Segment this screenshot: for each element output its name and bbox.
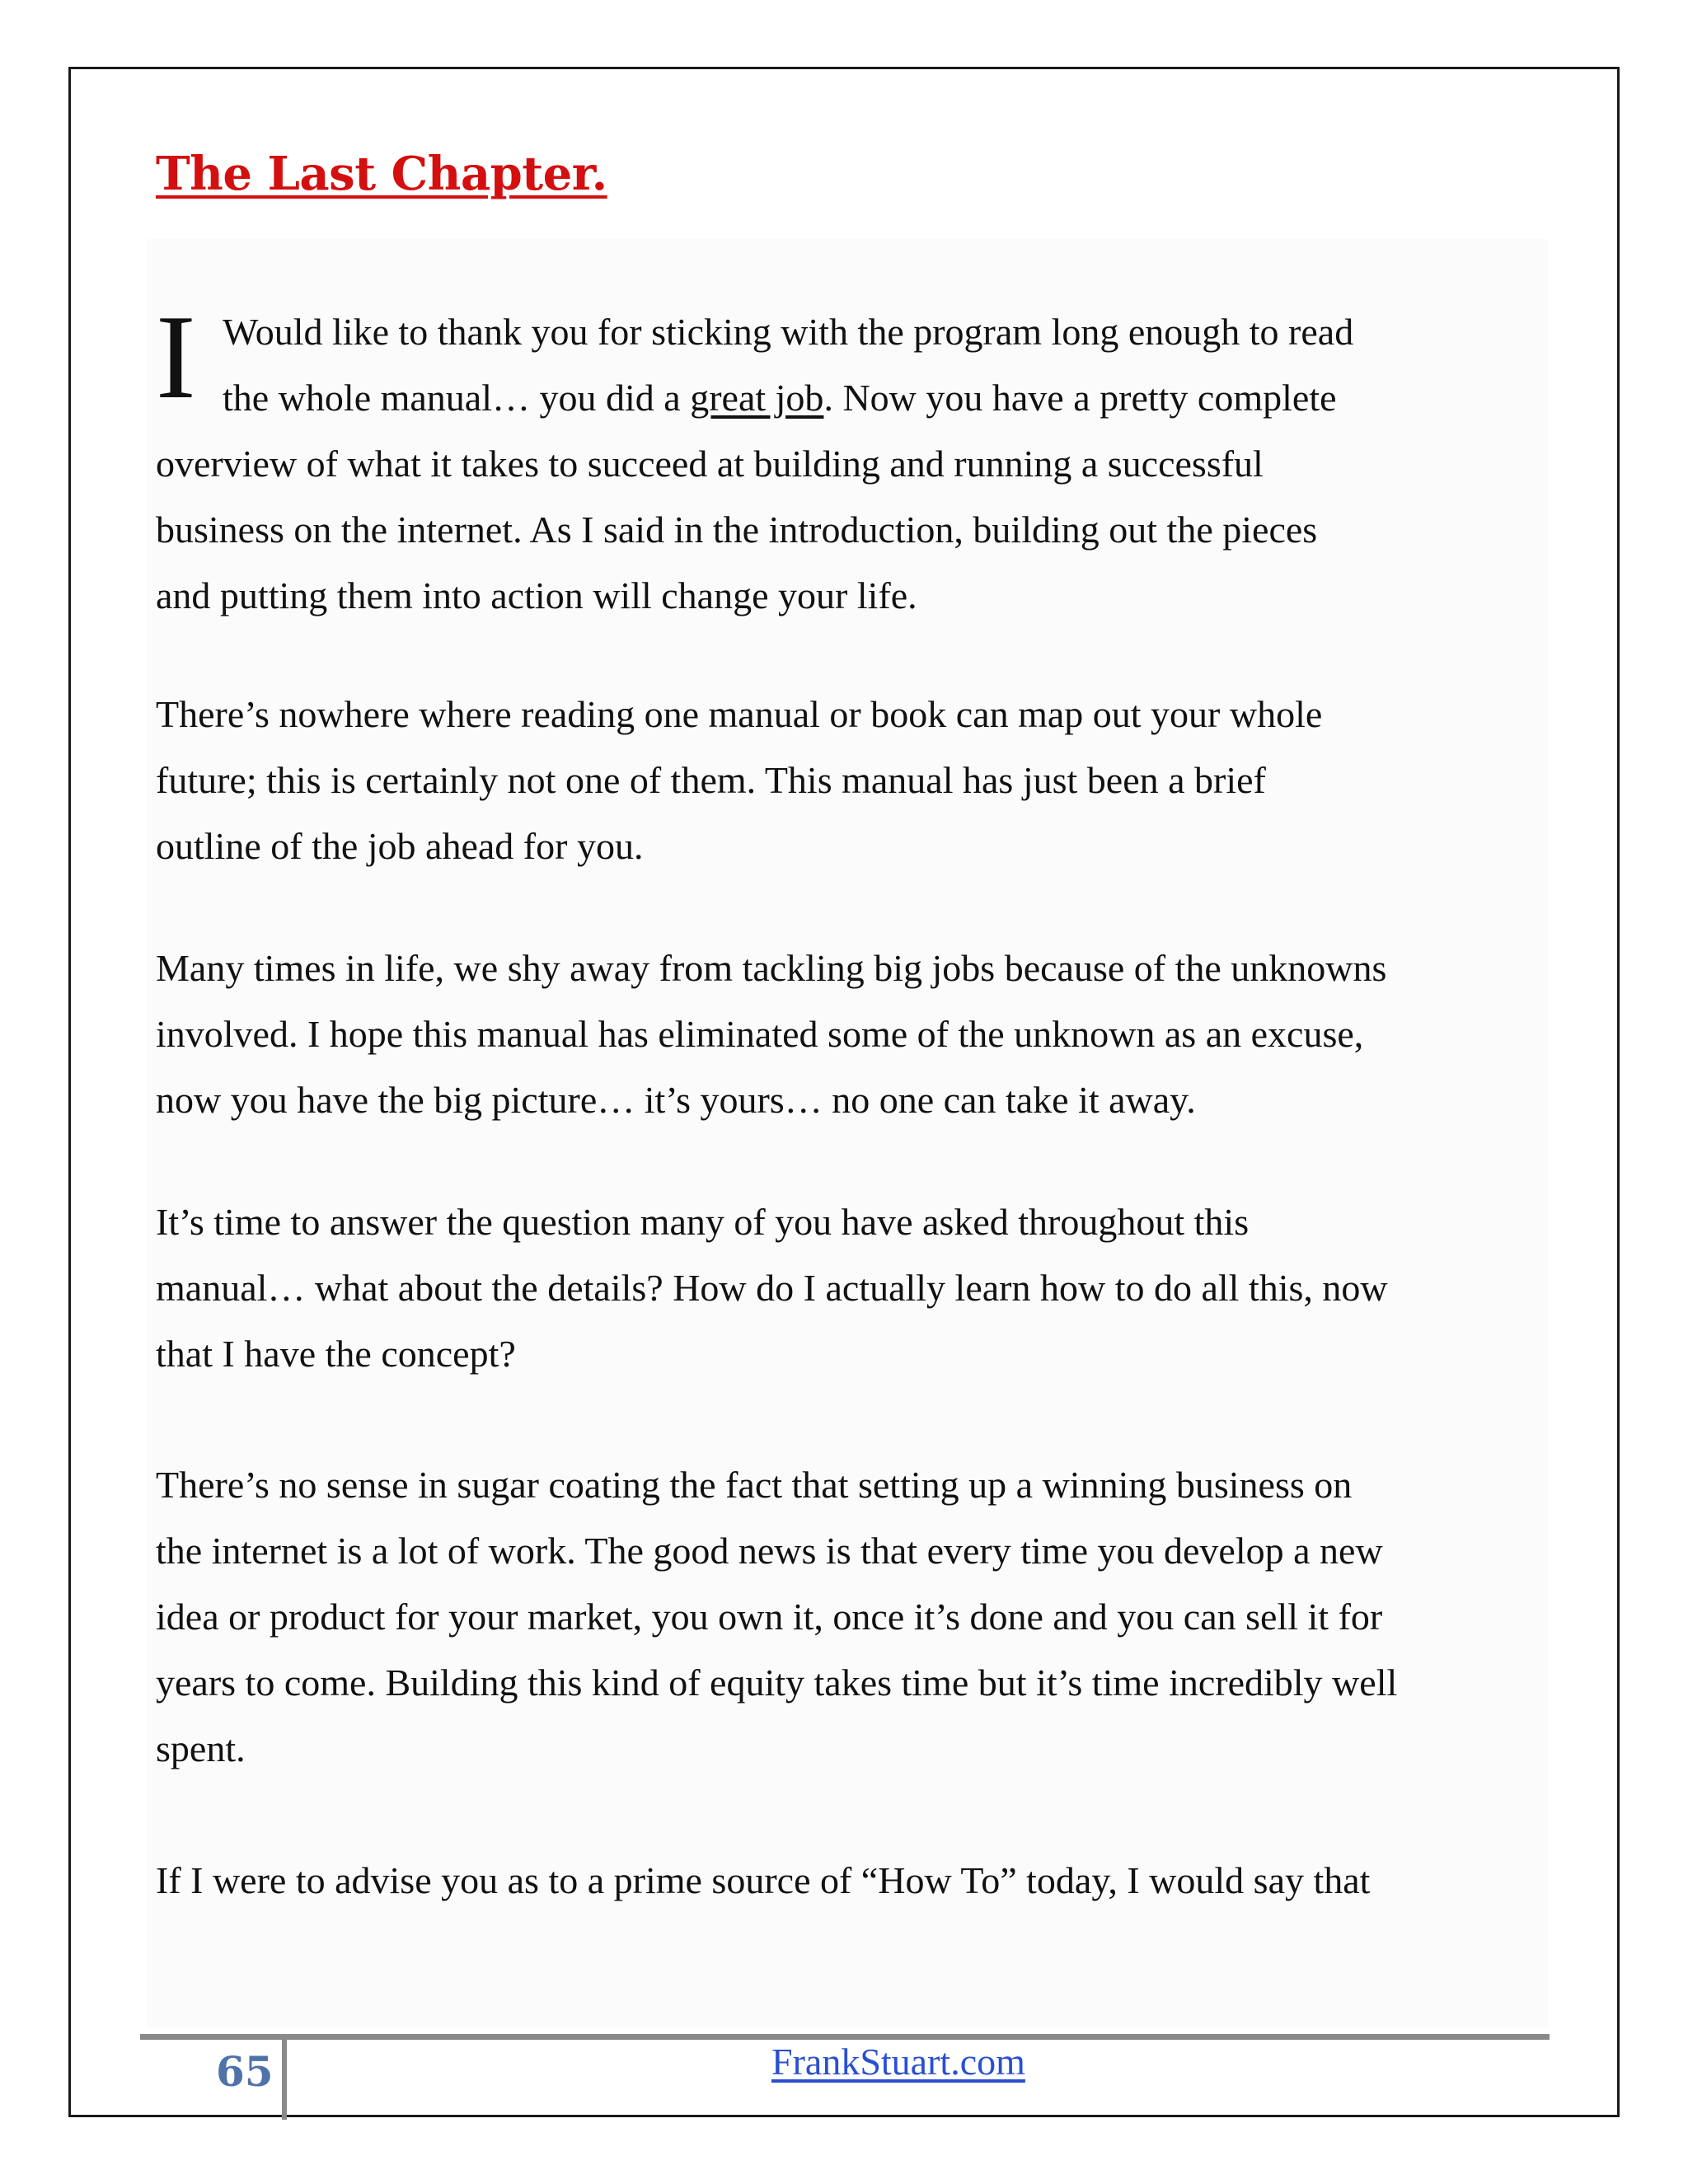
drop-cap: I <box>156 290 196 424</box>
text-run: . Now you have a pretty complete <box>823 377 1337 419</box>
paragraph-line: involved. I hope this manual has eliminated some of the unknown as an excuse, <box>156 1013 1364 1055</box>
paragraph-line: future; this is certainly not one of them. This manual has just been a brief <box>156 759 1266 801</box>
text-run: the whole manual… you did a <box>223 377 691 419</box>
paragraph-line: Many times in life, we shy away from tackling big jobs because of the unknowns <box>156 947 1387 989</box>
paragraph-line: and putting them into action will change your life. <box>156 574 917 616</box>
paragraph-5 <box>156 1452 1549 1782</box>
chapter-title: The Last Chapter. <box>156 147 607 201</box>
footer-divider <box>282 2040 287 2120</box>
paragraph-line: now you have the big picture… it’s yours… no one can take it away. <box>156 1079 1196 1121</box>
paragraph-line: years to come. Building this kind of equity takes time but it’s time incredibly well <box>156 1661 1398 1704</box>
paragraph-line: outline of the job ahead for you. <box>156 825 644 867</box>
paragraph-line: spent. <box>156 1727 246 1769</box>
paragraph-line: There’s no sense in sugar coating the fact that setting up a winning business on <box>156 1464 1353 1506</box>
paragraph-2 <box>156 682 1549 879</box>
page-number: 65 <box>216 2047 274 2096</box>
paragraph-line: idea or product for your market, you own it, once it’s done and you can sell it for <box>156 1596 1383 1638</box>
great-job-underlined: great job <box>690 377 824 419</box>
paragraph-line: business on the internet. As I said in the introduction, building out the pieces <box>156 509 1318 551</box>
paragraph-line: that I have the concept? <box>156 1333 516 1375</box>
paragraph-line: overview of what it takes to succeed at building and running a successful <box>156 443 1264 485</box>
paragraph-3 <box>156 935 1549 1133</box>
paragraph-6 <box>156 1848 1549 1914</box>
paragraph-line <box>156 365 1549 431</box>
website-link[interactable]: FrankStuart.com <box>771 2041 1025 2083</box>
paragraph-1 <box>156 290 1549 629</box>
paragraph-line: There’s nowhere where reading one manual or book can map out your whole <box>156 693 1323 735</box>
paragraph-line: manual… what about the details? How do I actually learn how to do all this, now <box>156 1267 1388 1309</box>
paragraph-line: the internet is a lot of work. The good news is that every time you develop a new <box>156 1530 1383 1572</box>
paragraph-line: If I were to advise you as to a prime source of “How To” today, I would say that <box>156 1859 1371 1901</box>
paragraph-4 <box>156 1189 1549 1387</box>
footer-rule <box>140 2034 1550 2040</box>
paragraph-line: Would like to thank you for sticking with the program long enough to read <box>223 311 1354 353</box>
paragraph-line: It’s time to answer the question many of you have asked throughout this <box>156 1201 1250 1243</box>
